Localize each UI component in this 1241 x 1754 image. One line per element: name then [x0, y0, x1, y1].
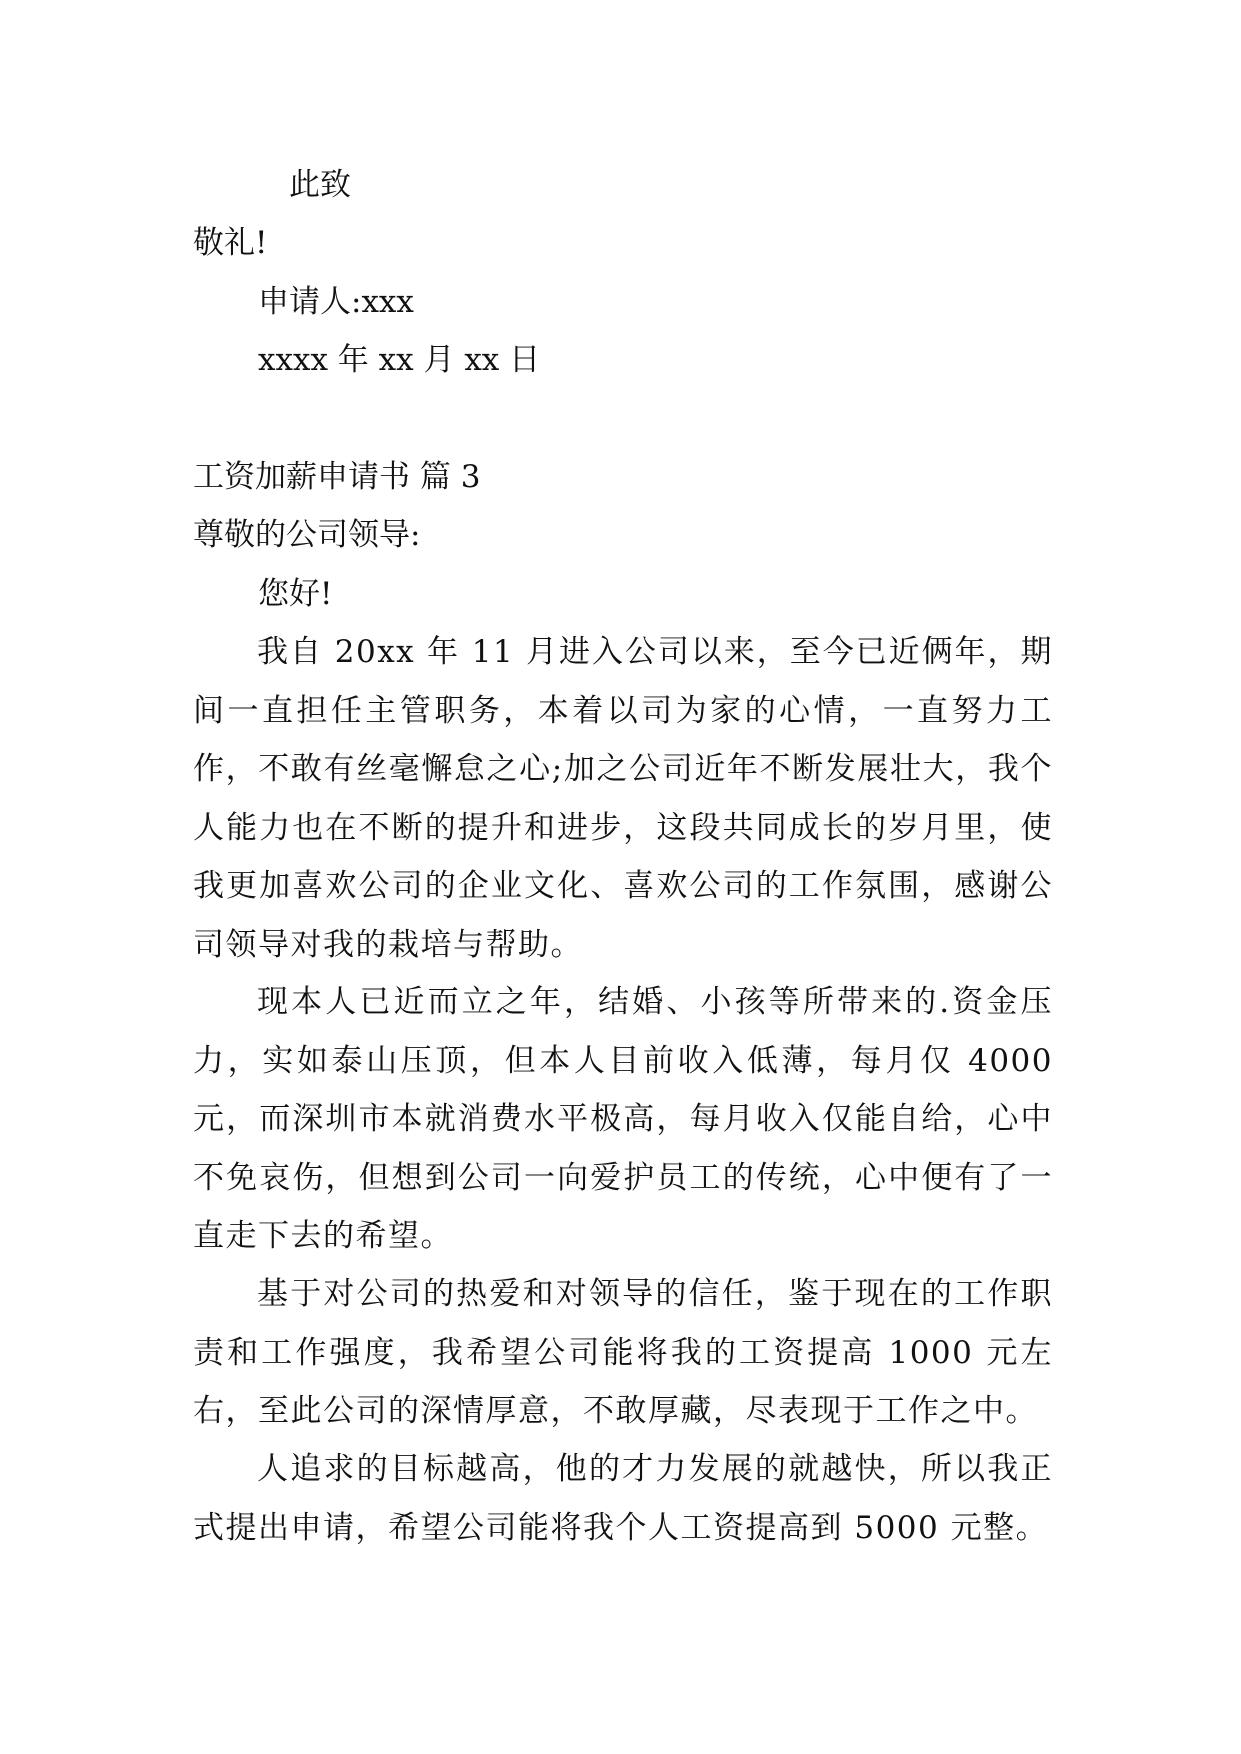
- body-paragraph-4: 人追求的目标越高，他的才力发展的就越快，所以我正式提出申请，希望公司能将我个人工资提高到 5000 元整。: [193, 1451, 1053, 1546]
- greeting: 您好!: [258, 576, 333, 612]
- closing-jing-li: 敬礼!: [193, 225, 268, 261]
- body-paragraph-2: 现本人已近而立之年，结婚、小孩等所带来的.资金压力，实如泰山压顶，但本人目前收入低薄，每月仅 4000 元，而深圳市本就消费水平极高，每月收入仅能自给，心中不免哀伤，但想到公司一向爱护员工的传统，心中便有了一直走下去的希望。: [193, 984, 1053, 1255]
- applicant-signature: 申请人:xxx: [258, 284, 414, 320]
- body-paragraph-3: 基于对公司的热爱和对领导的信任，鉴于现在的工作职责和工作强度，我希望公司能将我的工资提高 1000 元左右，至此公司的深情厚意，不敢厚藏，尽表现于工作之中。: [193, 1276, 1053, 1430]
- closing-ci-zhi: 此致: [289, 167, 351, 203]
- salutation: 尊敬的公司领导:: [193, 517, 421, 553]
- section-title: 工资加薪申请书 篇 3: [193, 459, 481, 495]
- body-paragraph-1: 我自 20xx 年 11 月进入公司以来，至今已近俩年，期间一直担任主管职务，本着以司为家的心情，一直努力工作，不敢有丝毫懈怠之心;加之公司近年不断发展壮大，我个人能力也在不断的提升和进步，这段共同成长的岁月里，使我更加喜欢公司的企业文化、喜欢公司的工作氛围，感谢公司领导对我的栽培与帮助。: [193, 634, 1053, 963]
- application-date: xxxx 年 xx 月 xx 日: [258, 342, 541, 378]
